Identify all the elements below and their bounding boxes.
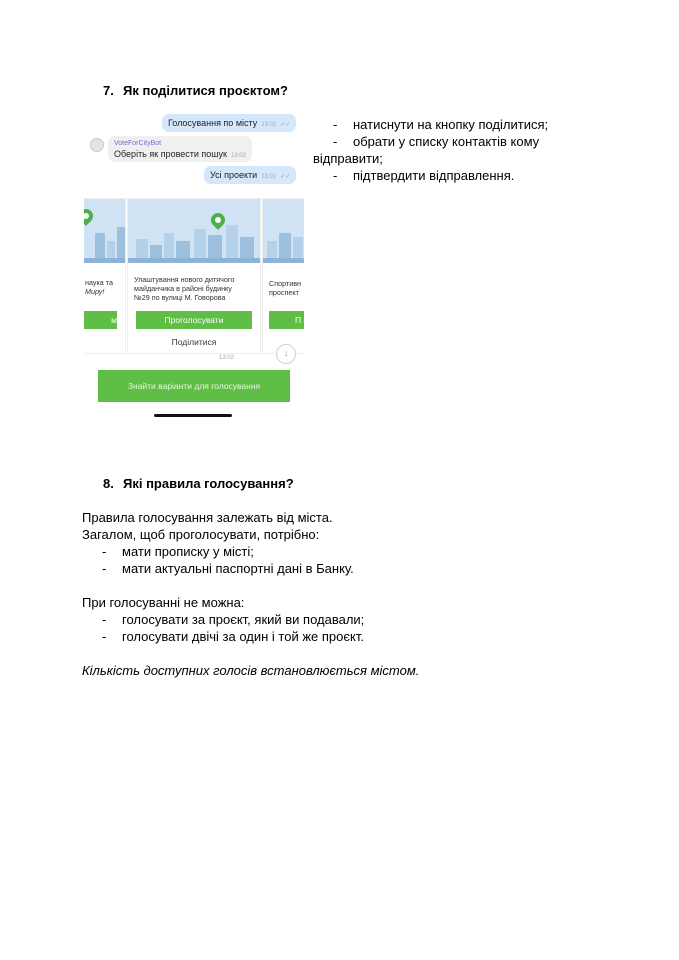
message-text: Усі проекти <box>210 170 258 180</box>
project-description: Спортивн проспект <box>269 279 302 297</box>
double-check-icon: ✓✓ <box>280 122 291 128</box>
bot-name: VoteForCityBot <box>114 140 162 147</box>
double-check-icon: ✓✓ <box>280 174 291 180</box>
list-item: - мати прописку у місті; <box>102 544 254 559</box>
question-number: 7. <box>103 83 114 98</box>
telegram-bot-screenshot <box>84 108 304 420</box>
list-item: - голосувати за проєкт, який ви подавали; <box>102 612 365 627</box>
note: Кількість доступних голосів встановлюється містом. <box>82 663 420 678</box>
list-item: - підтвердити відправлення. <box>333 168 515 183</box>
paragraph: Правила голосування залежать від міста. <box>82 510 333 525</box>
vote-button[interactable]: Проголосувати <box>136 311 252 329</box>
project-card-previous[interactable] <box>84 198 126 354</box>
message-bubble <box>162 114 296 132</box>
message-time: 13:02 <box>261 122 277 128</box>
paragraph: При голосуванні не можна: <box>82 595 245 610</box>
project-description: Улаштування нового дитячого майданчика в районі будинку №29 по вулиці М. Говорова <box>134 275 235 302</box>
question-title: Які правила голосування? <box>123 476 294 491</box>
question-number: 8. <box>103 476 114 491</box>
message-text: Голосування по місту <box>168 118 258 128</box>
question-title: Як поділитися проєктом? <box>123 83 288 98</box>
list-item: - натиснути на кнопку поділитися; <box>333 117 549 132</box>
bot-message-text: Оберіть як провести пошук <box>114 149 227 159</box>
question-7-heading <box>103 83 288 98</box>
vote-button[interactable]: м <box>84 311 117 329</box>
location-pin-icon <box>84 206 96 226</box>
project-card[interactable] <box>127 198 261 354</box>
list-item-continuation: відправити; <box>313 151 383 166</box>
share-button[interactable]: Поділитися <box>171 337 217 347</box>
message-time: 13:02 <box>230 153 246 159</box>
paragraph: Загалом, щоб проголосувати, потрібно: <box>82 527 320 542</box>
project-card-next[interactable] <box>262 198 304 354</box>
bot-message-bubble <box>108 136 252 162</box>
home-indicator <box>154 414 232 417</box>
vote-button[interactable]: П <box>269 311 304 329</box>
city-illustration <box>263 199 304 263</box>
message-time: 13:02 <box>261 174 277 180</box>
project-description: наука та Миру! <box>85 278 113 296</box>
message-time: 13:02 <box>219 355 235 361</box>
bot-avatar <box>90 138 104 152</box>
list-item: - мати актуальні паспортні дані в Банку. <box>102 561 354 576</box>
list-item: - голосувати двічі за один і той же проєкт. <box>102 629 364 644</box>
location-pin-icon <box>208 210 228 230</box>
message-bubble <box>204 166 296 184</box>
list-item: - обрати у списку контактів кому <box>333 134 540 149</box>
find-voting-options-button[interactable]: Знайти варіанти для голосування <box>98 370 290 402</box>
question-8-heading <box>103 476 294 491</box>
city-illustration <box>128 199 260 263</box>
scroll-down-icon[interactable]: ↓ <box>276 344 296 364</box>
city-illustration <box>84 199 125 263</box>
